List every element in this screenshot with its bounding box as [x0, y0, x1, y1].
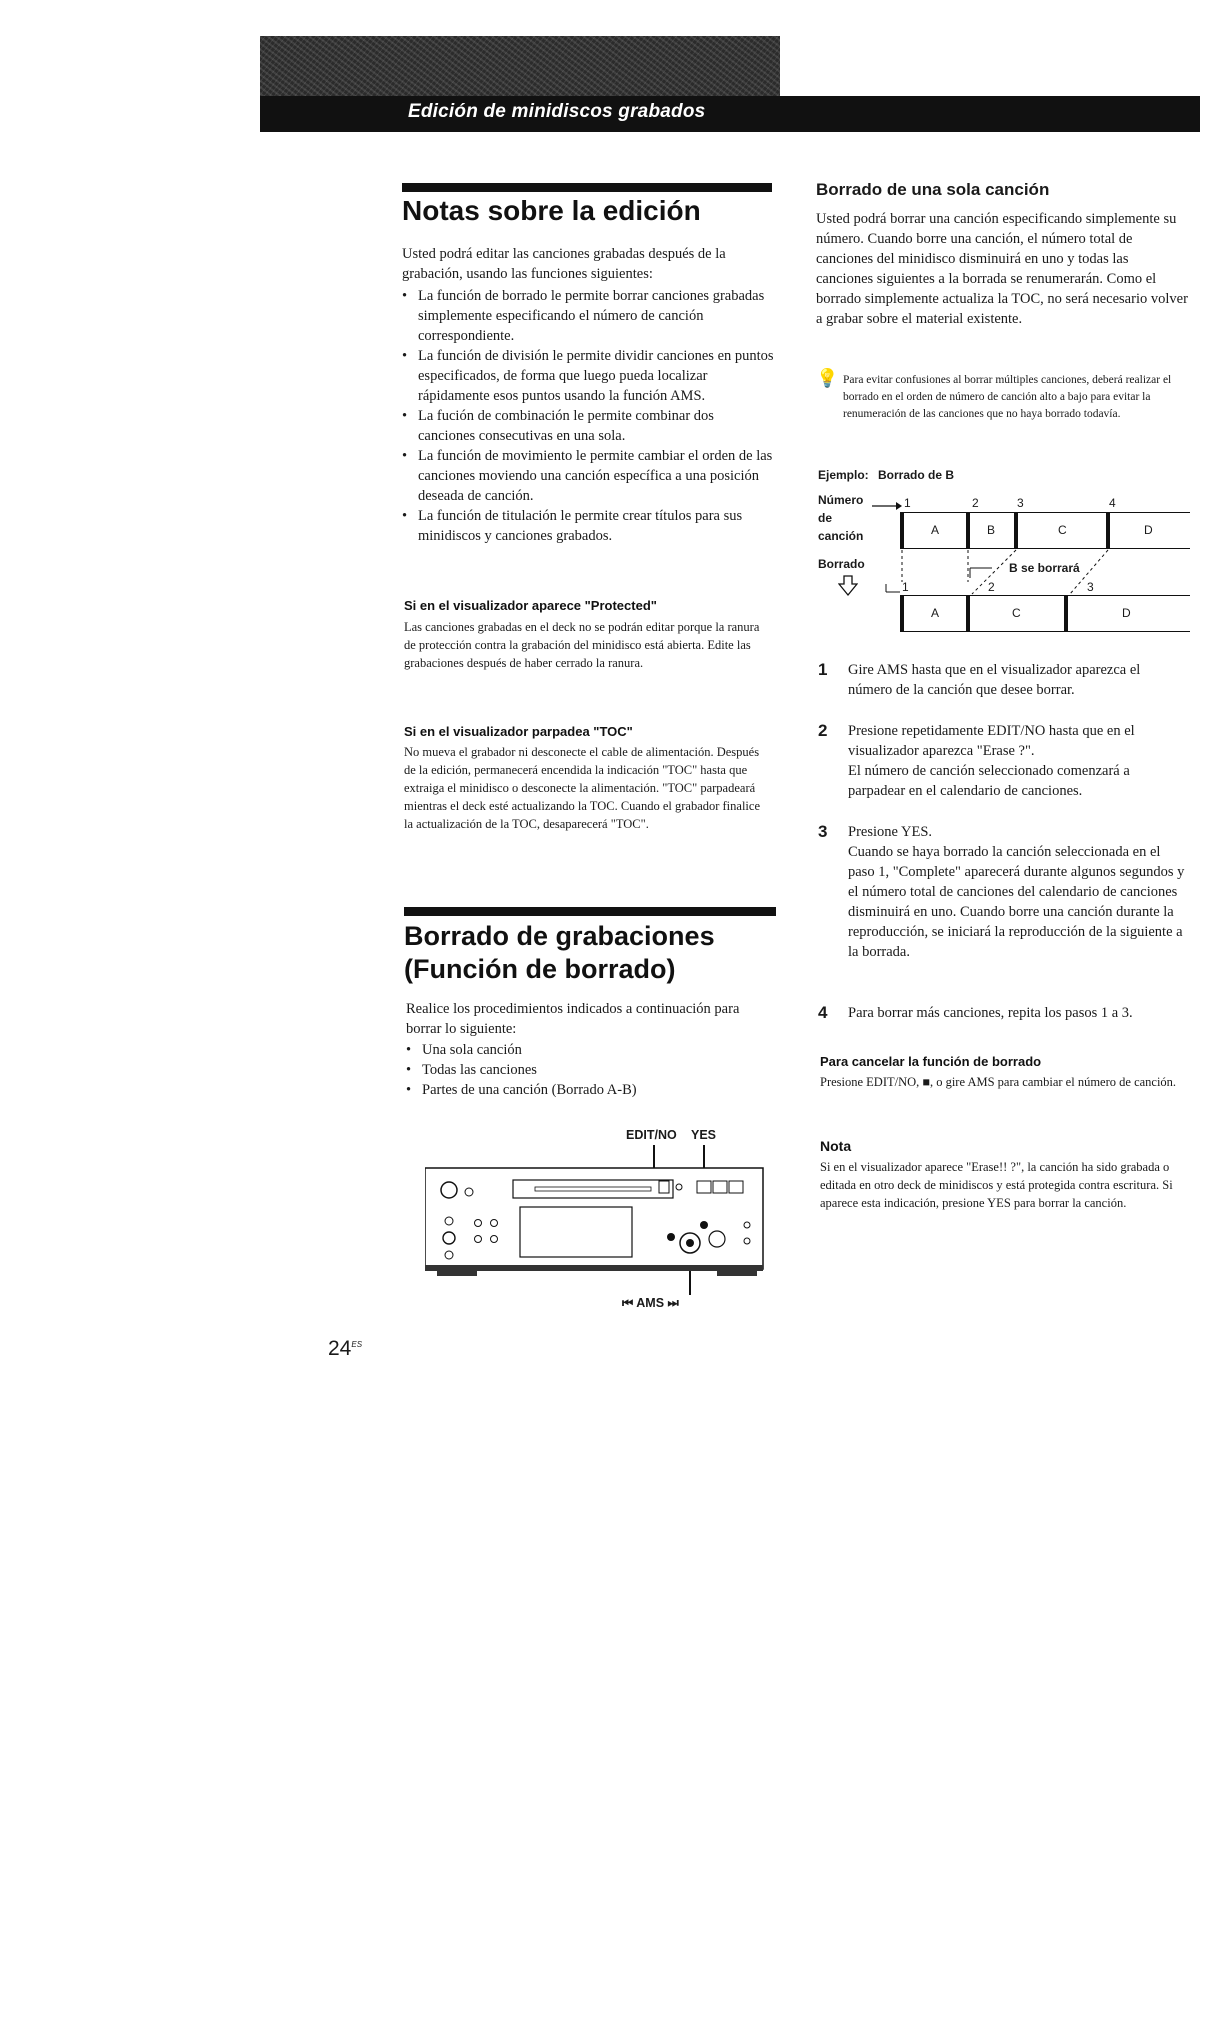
numero-arrow [872, 499, 902, 513]
borrado-bullet-list [406, 1040, 776, 1100]
down-arrow-icon [838, 575, 858, 597]
numero-line2: de [818, 511, 833, 525]
step-number: 3 [818, 822, 828, 841]
section-title: Edición de minidiscos grabados [408, 101, 706, 122]
page-number-value: 24 [328, 1337, 352, 1360]
header-band [260, 96, 1200, 132]
top-segment: D [1144, 523, 1153, 537]
se-borrara-label: B se borrará [1009, 561, 1080, 575]
step-3 [818, 822, 1188, 962]
top-segment: A [931, 523, 940, 537]
protected-text: Las canciones grabadas en el deck no se podrán editar porque la ranura de protección contra la grabación del minidisco está abierta. Edite las grabaciones después de haber cerrado la ranura. [404, 620, 760, 670]
list-item: • Una sola canción [406, 1040, 776, 1060]
borrado-label: Borrado [818, 557, 865, 571]
example-label: Ejemplo: [818, 468, 869, 482]
sola-title: Borrado de una sola canción [816, 180, 1050, 199]
borrado-title-line1: Borrado de grabaciones [404, 921, 715, 951]
bottom-track-line [900, 631, 1190, 632]
top-number: 1 [904, 496, 911, 510]
bottom-segment: A [931, 606, 940, 620]
notas-intro: Usted podrá editar las canciones grabadas después de la grabación, usando las funciones siguientes: [402, 246, 726, 282]
borrado-title-line2: (Función de borrado) [404, 954, 676, 984]
section-rule [404, 907, 776, 916]
track-marker [966, 512, 970, 549]
tip-icon: 💡 [816, 368, 839, 388]
nota-text: Si en el visualizador aparece "Erase!! ?", la canción ha sido grabada o editada en otro deck de minidiscos y está protegida contra escritura. Si aparece esta indicación, presione YES para borrar la canción. [820, 1160, 1173, 1210]
top-track-line [900, 512, 1190, 513]
edit-no-label: EDIT/NO [626, 1128, 677, 1142]
top-segment: C [1058, 523, 1067, 537]
ams-label-text: AMS [636, 1296, 665, 1310]
section-rule [402, 183, 772, 192]
tip-text: Para evitar confusiones al borrar múltiples canciones, deberá realizar el borrado en el orden de número de canción alto a bajo para evitar la renumeración de las canciones que no haya borrado todavía. [843, 374, 1172, 420]
sola-text: Usted podrá borrar una canción especificando simplemente su número. Cuando borre una canción, el número total de canciones del minidisco disminuirá en uno y todas las canciones siguientes a la borrada se renumerarán. Como el borrado simplemente actualiza la TOC, no será necesario volver a grabar sobre el material existente. [816, 211, 1188, 327]
step-number: 4 [818, 1003, 828, 1022]
step-detail: El número de canción seleccionado comenzará a parpadear en el calendario de canciones. [848, 763, 1130, 799]
md-deck-illustration [425, 1145, 775, 1310]
next-track-icon: ⏭ [667, 1296, 679, 1310]
bottom-segment: C [1012, 606, 1021, 620]
step-text: Para borrar más canciones, repita los pasos 1 a 3. [848, 1005, 1133, 1021]
deletion-connectors [880, 548, 1120, 614]
track-marker [1106, 512, 1110, 549]
track-marker [900, 595, 904, 632]
top-segment: B [987, 523, 996, 537]
cancel-heading: Para cancelar la función de borrado [820, 1054, 1042, 1069]
borrado-title [404, 920, 715, 986]
track-marker [1064, 595, 1068, 632]
track-marker [966, 595, 970, 632]
list-item: • Partes de una canción (Borrado A-B) [406, 1080, 776, 1100]
step-text: Gire AMS hasta que en el visualizador aparezca el número de la canción que desee borrar. [848, 662, 1141, 698]
list-item: • La función de borrado le permite borrar canciones grabadas simplemente especificando el número de canción correspondiente. [402, 286, 774, 346]
step-number: 1 [818, 660, 828, 679]
bottom-number: 1 [902, 580, 909, 594]
step-detail: Cuando se haya borrado la canción seleccionada en el paso 1, "Complete" aparecerá durante algunos segundos y el número total de canciones del calendario de canciones disminuirá en uno. Cuando borre una canción durante la reproducción, se iniciará la reproducción de la siguiente a la borrada. [848, 844, 1185, 960]
step-text: Presione repetidamente EDIT/NO hasta que en el visualizador aparezca "Erase ?". [848, 723, 1135, 759]
bottom-number: 2 [988, 580, 995, 594]
bottom-track-line [900, 595, 1190, 596]
prev-track-icon: ⏮ [622, 1296, 634, 1310]
example-line [818, 468, 954, 482]
numero-line3: canción [818, 529, 864, 543]
list-item: • La función de división le permite dividir canciones en puntos especificados, de forma que luego pueda localizar rápidamente esos puntos usando la función AMS. [402, 346, 774, 406]
yes-label: YES [691, 1128, 717, 1142]
example-value: Borrado de B [878, 468, 955, 482]
list-item: • Todas las canciones [406, 1060, 776, 1080]
cancel-text: Presione EDIT/NO, ■, o gire AMS para cambiar el número de canción. [820, 1075, 1177, 1089]
top-number: 3 [1017, 496, 1024, 510]
track-marker [900, 512, 904, 549]
numero-label [818, 491, 863, 545]
top-number: 4 [1109, 496, 1116, 510]
top-number: 2 [972, 496, 979, 510]
list-item: • La función de titulación le permite crear títulos para sus minidiscos y canciones grabados. [402, 506, 774, 546]
numero-line1: Número [818, 493, 864, 507]
toc-heading: Si en el visualizador parpadea "TOC" [404, 724, 633, 739]
page-number [328, 1337, 362, 1361]
step-text: Presione YES. [848, 824, 933, 840]
nota-heading: Nota [820, 1138, 852, 1154]
toc-text: No mueva el grabador ni desconecte el cable de alimentación. Después de la edición, permanecerá encendida la indicación "TOC" hasta que extraiga el minidisco o desconecte la alimentación. "TOC" parpadeará mientras el deck esté actualizando la TOC. Cuando el grabador finalice la actualización de la TOC, desaparecerá "TOC". [404, 745, 760, 831]
step-4 [818, 1003, 1188, 1023]
step-2 [818, 721, 1188, 801]
page-number-suffix: ES [351, 1340, 363, 1349]
track-marker [1014, 512, 1018, 549]
step-number: 2 [818, 721, 828, 740]
notas-bullet-list [402, 286, 774, 546]
bottom-segment: D [1122, 606, 1131, 620]
bottom-number: 3 [1087, 580, 1094, 594]
borrado-intro: Realice los procedimientos indicados a continuación para borrar lo siguiente: [406, 1001, 740, 1037]
ams-label [622, 1296, 679, 1311]
step-1 [818, 660, 1188, 700]
protected-heading: Si en el visualizador aparece "Protected" [404, 598, 657, 613]
list-item: • La fución de combinación le permite combinar dos canciones consecutivas en una sola. [402, 406, 774, 446]
notas-title: Notas sobre la edición [402, 195, 701, 226]
list-item: • La función de movimiento le permite cambiar el orden de las canciones moviendo una canción específica a una posición deseada de canción. [402, 446, 774, 506]
